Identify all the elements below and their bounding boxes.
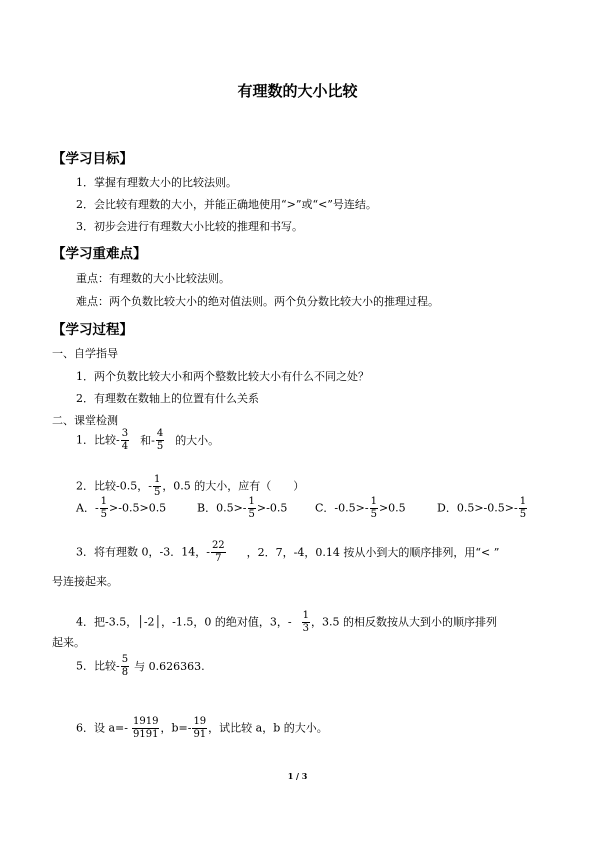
q4-suffix: ，3.5 的相反数按从大到小的顺序排列 xyxy=(310,615,497,629)
fraction-numerator: 1 xyxy=(519,496,527,507)
process-heading: 【学习过程】 xyxy=(52,322,133,338)
q6-mid: ，b=- xyxy=(160,721,192,735)
fraction xyxy=(121,654,129,679)
fraction-denominator: 5 xyxy=(519,509,527,520)
fraction xyxy=(192,716,207,741)
fraction xyxy=(211,540,226,565)
fraction-denominator: 4 xyxy=(121,441,129,452)
q3-prefix: 3．将有理数 0，-3．14，- xyxy=(76,545,210,559)
keypoint-item: 重点：有理数的大小比较法则。 xyxy=(76,272,230,285)
fraction xyxy=(156,428,164,453)
fraction-denominator: 8 xyxy=(121,667,129,678)
fraction xyxy=(121,428,129,453)
guide-item: 1．两个负数比较大小和两个整数比较大小有什么不同之处？ xyxy=(76,370,369,383)
fraction-numerator: 5 xyxy=(121,654,129,665)
q2-option-d xyxy=(437,496,528,521)
fraction-denominator: 9191 xyxy=(133,729,159,740)
fraction-numerator: 1 xyxy=(153,474,161,485)
question-6 xyxy=(76,716,328,741)
fraction-numerator: 3 xyxy=(121,428,129,439)
fraction xyxy=(519,496,527,521)
goal-item: 3．初步会进行有理数大小比较的推理和书写。 xyxy=(76,220,303,233)
q2-option-b xyxy=(197,496,287,521)
fraction xyxy=(370,496,378,521)
option-d-prefix: D．0.5>-0.5>- xyxy=(437,501,518,515)
fraction-denominator: 5 xyxy=(370,509,377,520)
guide-heading: 一、自学指导 xyxy=(52,347,118,360)
q2-suffix: ，0.5 的大小，应有（ ） xyxy=(162,479,305,493)
fraction xyxy=(100,496,108,521)
question-5 xyxy=(76,654,205,679)
fraction-numerator: 19 xyxy=(193,716,207,727)
keypoints-heading: 【学习重难点】 xyxy=(52,246,147,262)
fraction-numerator: 1 xyxy=(248,496,255,507)
page-number: 1 / 3 xyxy=(287,771,308,781)
fraction-denominator: 5 xyxy=(153,487,161,498)
fraction-numerator: 4 xyxy=(156,428,164,439)
fraction-numerator: 1919 xyxy=(133,716,159,727)
fraction xyxy=(302,610,310,635)
q2-prefix: 2．比较-0.5，- xyxy=(76,479,152,493)
fraction-denominator: 5 xyxy=(100,509,108,520)
option-a-prefix: A．- xyxy=(76,501,99,515)
option-c-prefix: C．-0.5>- xyxy=(315,501,369,515)
option-a-suffix: >-0.5>0.5 xyxy=(109,501,167,515)
keypoint-item: 难点：两个负数比较大小的绝对值法则。两个负分数比较大小的推理过程。 xyxy=(76,295,439,308)
q4-line2: 起来。 xyxy=(52,636,85,649)
fraction-numerator: 1 xyxy=(302,610,309,621)
q3-line2: 号连接起来。 xyxy=(52,575,118,588)
fraction-denominator: 5 xyxy=(156,441,164,452)
option-b-suffix: >-0.5 xyxy=(256,501,288,515)
option-c-suffix: >0.5 xyxy=(378,501,406,515)
q5-suffix: 与 0.626363. xyxy=(134,659,205,673)
fraction-denominator: 7 xyxy=(215,553,222,564)
question-3 xyxy=(76,540,499,565)
q6-prefix: 6．设 a=- xyxy=(76,721,128,735)
goal-item: 1．掌握有理数大小的比较法则。 xyxy=(76,176,237,189)
page-title: 有理数的大小比较 xyxy=(237,82,358,100)
question-4 xyxy=(76,610,497,635)
fraction-denominator: 3 xyxy=(302,623,309,634)
q4-prefix: 4．把-3.5，│-2│，-1.5，0 的绝对值，3，- xyxy=(76,615,292,629)
fraction xyxy=(248,496,256,521)
goals-heading: 【学习目标】 xyxy=(52,151,133,167)
fraction-denominator: 91 xyxy=(193,729,207,740)
fraction xyxy=(132,716,159,741)
q6-suffix: ，试比较 a，b 的大小。 xyxy=(208,721,328,735)
q1-suffix: 的大小。 xyxy=(175,433,220,447)
q2-option-a xyxy=(76,496,166,521)
q2-option-c xyxy=(315,496,406,521)
q5-prefix: 5．比较- xyxy=(76,659,120,673)
q1-mid: 和- xyxy=(140,433,155,447)
guide-item: 2．有理数在数轴上的位置有什么关系 xyxy=(76,392,259,405)
goal-item: 2．会比较有理数的大小，并能正确地使用“>”或“<”号连结。 xyxy=(76,198,377,211)
fraction-numerator: 22 xyxy=(211,540,225,551)
question-1 xyxy=(76,428,219,453)
fraction-numerator: 1 xyxy=(100,496,108,507)
fraction-numerator: 1 xyxy=(370,496,377,507)
q1-prefix: 1．比较- xyxy=(76,433,120,447)
q3-suffix: ，2．7，-4，0.14 按从小到大的顺序排列，用“< ” xyxy=(246,545,500,559)
check-heading: 二、课堂检测 xyxy=(52,414,118,427)
fraction-denominator: 5 xyxy=(248,509,255,520)
option-b-prefix: B．0.5>- xyxy=(197,501,247,515)
